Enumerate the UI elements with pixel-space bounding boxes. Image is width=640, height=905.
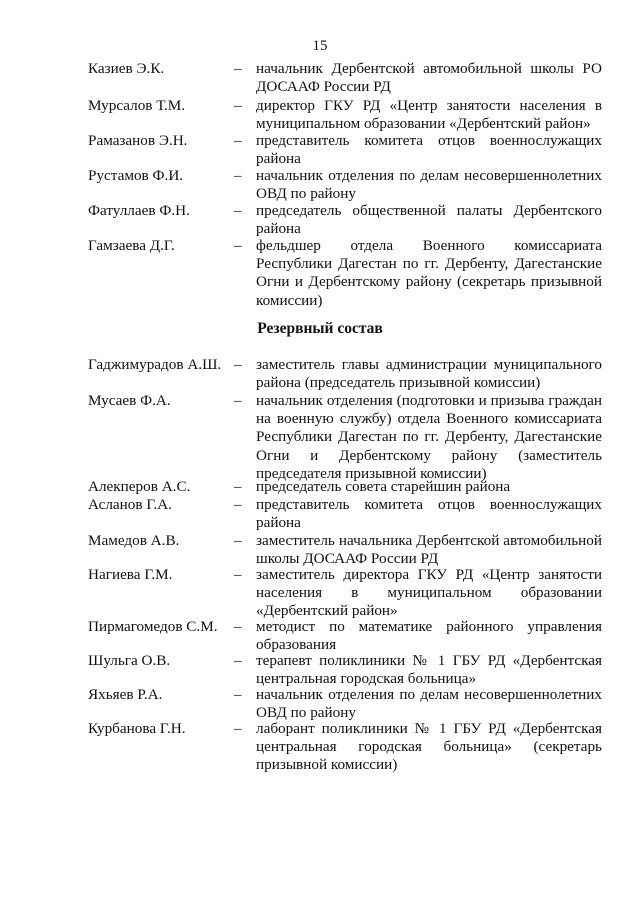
member-row — [88, 566, 602, 621]
member-name: Курбанова Г.Н. — [88, 720, 186, 737]
member-dash: – — [234, 496, 242, 513]
member-role: начальник Дербентской автомобильной школы РО ДОСААФ России РД — [256, 60, 602, 96]
member-row — [88, 532, 602, 568]
member-role: фельдшер отдела Военного комиссариата Республики Дагестан по гг. Дербенту, Дагестанские Огни и Дербентскому району (секретарь призывной комиссии) — [256, 237, 602, 309]
page-number: 15 — [312, 38, 328, 54]
member-role: методист по математике районного управления образования — [256, 618, 602, 654]
member-row — [88, 167, 602, 203]
member-dash: – — [234, 686, 242, 703]
member-name: Гаджимурадов А.Ш. — [88, 356, 222, 373]
member-dash: – — [234, 478, 242, 495]
member-role: представитель комитета отцов военнослужащих района — [256, 132, 602, 168]
member-role: директор ГКУ РД «Центр занятости населения в муниципальном образовании «Дербентский район» — [256, 97, 602, 133]
member-dash: – — [234, 202, 242, 219]
member-role: заместитель главы администрации муниципального района (председатель призывной комиссии) — [256, 356, 602, 392]
member-name: Мамедов А.В. — [88, 532, 180, 549]
member-dash: – — [234, 392, 242, 409]
member-row — [88, 60, 602, 96]
member-role: представитель комитета отцов военнослужащих района — [256, 496, 602, 532]
member-dash: – — [234, 652, 242, 669]
member-row — [88, 392, 602, 483]
member-role: заместитель директора ГКУ РД «Центр занятости населения в муниципальном образовании «Дербентский район» — [256, 566, 602, 620]
member-row — [88, 237, 602, 310]
member-row — [88, 686, 602, 722]
member-role: терапевт поликлиники № 1 ГБУ РД «Дербентская центральная городская больница» — [256, 652, 602, 688]
member-row — [88, 478, 602, 496]
member-row — [88, 652, 602, 688]
member-name: Фатуллаев Ф.Н. — [88, 202, 190, 219]
member-dash: – — [234, 132, 242, 149]
member-name: Нагиева Г.М. — [88, 566, 173, 583]
member-name: Шульга О.В. — [88, 652, 171, 669]
member-dash: – — [234, 532, 242, 549]
member-role: лаборант поликлиники № 1 ГБУ РД «Дербентская центральная городская больница» (секретарь призывной комиссии) — [256, 720, 602, 774]
member-name: Асланов Г.А. — [88, 496, 172, 513]
member-row — [88, 720, 602, 775]
member-name: Рустамов Ф.И. — [88, 167, 184, 184]
member-row — [88, 202, 602, 238]
member-dash: – — [234, 356, 242, 373]
member-dash: – — [234, 566, 242, 583]
member-role: начальник отделения по делам несовершеннолетних ОВД по району — [256, 686, 602, 722]
member-role: заместитель начальника Дербентской автомобильной школы ДОСААФ России РД — [256, 532, 602, 568]
member-name: Рамазанов Э.Н. — [88, 132, 188, 149]
member-name: Мусаев Ф.А. — [88, 392, 171, 409]
reserve-section-title: Резервный состав — [257, 320, 383, 337]
member-dash: – — [234, 167, 242, 184]
member-dash: – — [234, 618, 242, 635]
member-dash: – — [234, 720, 242, 737]
member-role: председатель общественной палаты Дербентского района — [256, 202, 602, 238]
member-dash: – — [234, 97, 242, 114]
member-name: Казиев Э.К. — [88, 60, 165, 77]
member-name: Гамзаева Д.Г. — [88, 237, 175, 254]
member-dash: – — [234, 237, 242, 254]
member-row — [88, 356, 602, 392]
member-role: начальник отделения (подготовки и призыва граждан на военную службу) отдела Военного комиссариата Республики Дагестан по гг. Дербенту, Дагестанские Огни и Дербентскому району (заместитель председателя призывной комиссии) — [256, 392, 602, 482]
member-name: Мурсалов Т.М. — [88, 97, 186, 114]
member-row — [88, 97, 602, 133]
member-dash: – — [234, 60, 242, 77]
member-name: Алекперов А.С. — [88, 478, 191, 495]
member-role: председатель совета старейшин района — [256, 478, 511, 495]
member-role: начальник отделения по делам несовершеннолетних ОВД по району — [256, 167, 602, 203]
member-row — [88, 618, 602, 654]
member-name: Яхьяев Р.А. — [88, 686, 163, 703]
member-row — [88, 132, 602, 168]
member-row — [88, 496, 602, 532]
member-name: Пирмагомедов С.М. — [88, 618, 218, 635]
